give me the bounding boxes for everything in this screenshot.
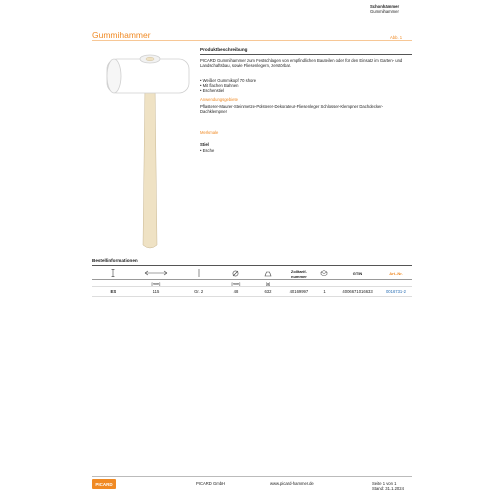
bullet-item: • Eschenstiel	[200, 88, 225, 94]
variant-icon	[92, 268, 135, 280]
head-length-icon	[135, 268, 178, 280]
stiel-list: • Esche	[200, 148, 215, 153]
table-cell: 40169997	[284, 287, 314, 297]
gtin-header: GTIN	[335, 268, 380, 280]
variant-cell: ES	[92, 287, 135, 297]
figure-label: Abb. 1	[390, 35, 403, 40]
document-date: Stand: 31.1.2024	[372, 486, 404, 492]
article-number-header: Art.-Nr.	[380, 268, 412, 280]
features-heading: Merkmale	[200, 130, 219, 135]
customs-header: Zolltarif- nummer	[284, 268, 314, 280]
stiel-heading: Stiel	[200, 142, 209, 147]
product-subname: Gummihammer	[370, 9, 399, 15]
gtin-cell: 4006671016633	[335, 287, 380, 297]
table-row	[92, 287, 412, 297]
article-number-link[interactable]: 0016731-2	[380, 287, 412, 297]
table-cell: 632	[252, 287, 284, 297]
size-icon	[177, 268, 220, 280]
unit-cell	[314, 280, 335, 287]
unit-cell	[177, 280, 220, 287]
page-title: Gummihammer	[92, 30, 151, 40]
bullet-item: • Weißer Gummikopf 70 shore	[200, 78, 257, 83]
description-text: PICARD Gummihammer zum Festschlagen von empfindlichen Bauteilen oder für den Einsatz im Garten- und Landschaftsbau, sowie Fliesenlegern, zerstörbar.	[200, 58, 403, 69]
table-cell: 115	[135, 287, 178, 297]
bullet-item: • Mit flachen Bahnen	[200, 83, 239, 89]
units-row	[92, 280, 412, 287]
company-name: PICARD GmbH	[196, 481, 226, 486]
hammer-image	[105, 45, 195, 255]
footer-divider	[92, 476, 412, 477]
picard-logo: PICARD	[92, 479, 116, 489]
table-cell: Gr. 2	[177, 287, 220, 297]
page-info	[372, 481, 404, 491]
table-cell: 1	[314, 287, 335, 297]
unit-cell: [mm]	[135, 280, 178, 287]
table-cell: 48	[220, 287, 252, 297]
unit-cell	[380, 280, 412, 287]
unit-cell	[335, 280, 380, 287]
order-info-heading: Bestellinformationen	[92, 258, 138, 263]
website-link[interactable]: www.picard-hammer.de	[270, 481, 314, 486]
diameter-icon	[220, 268, 252, 280]
header-info	[370, 4, 399, 14]
unit-cell	[284, 280, 314, 287]
page-number: Seite 1 von 1	[372, 481, 397, 486]
unit-cell	[92, 280, 135, 287]
applications-text: Pflasterer-Maurer-Steinmetze-Polsterer-Dekorateur-Fliesenleger Schlosser-Klempner Dachdecker-Dachklempner	[200, 104, 384, 115]
order-info-divider	[92, 265, 412, 266]
package-icon	[314, 268, 335, 280]
product-name: Schonhämmer	[370, 4, 400, 9]
title-divider	[92, 40, 412, 41]
order-table	[92, 268, 412, 297]
feature-bullets	[200, 78, 410, 94]
unit-cell: [g]	[252, 280, 284, 287]
icon-row	[92, 268, 412, 280]
description-divider	[200, 54, 412, 55]
weight-icon	[252, 268, 284, 280]
unit-cell: [mm]	[220, 280, 252, 287]
description-heading: Produktbeschreibung	[200, 47, 248, 52]
applications-heading: Anwendungsgebiete	[200, 97, 238, 102]
